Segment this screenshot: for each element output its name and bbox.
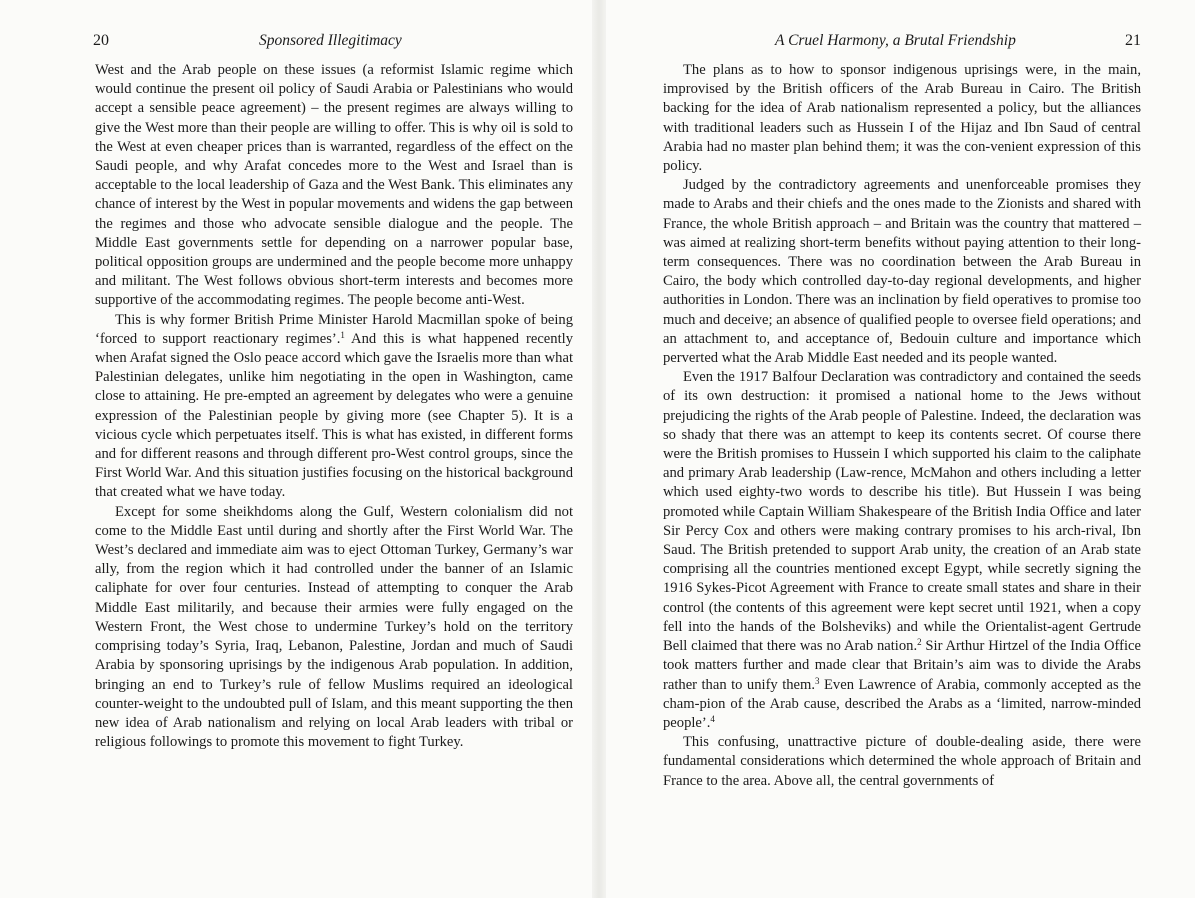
right-page	[663, 30, 1141, 791]
left-page	[95, 30, 573, 752]
right-paragraph-4: This confusing, unattractive picture of double-dealing aside, there were fundamental considerations which determined the whole approach of Britain and France to the area. Above all, the central governments of	[663, 734, 1141, 789]
right-page-body	[663, 61, 1141, 791]
footnote-ref-2: 2	[917, 637, 922, 648]
footnote-ref-1: 1	[340, 329, 345, 340]
left-paragraph-2: This is why former British Prime Minister Harold Macmillan spoke of being ‘forced to support reactionary regimes’.$^1$ And this is what happened recently when Arafat signed the Oslo peace accord which gave the Israelis more than what Palestinian delegates, unlike him negotiating in the open in Washington, came close to attaining. He pre-empted an agreement by delegates who were a genuine expression of the Palestinian people by giving more (see Chapter 5). It is a vicious cycle which perpetuates itself. This is what has existed, in different forms and for different reasons and through different pro-West control groups, since the First World War. And this situation justifies focusing on the historical background that created what we have today.	[95, 311, 573, 501]
left-paragraph-1: West and the Arab people on these issues (a reformist Islamic regime which would continue the present oil policy of Saudi Arabia or Palestinians who would accept a sensible peace agreement) – the present regimes are always willing to give the West more than their people are willing to offer. This is why oil is sold to the West at even cheaper prices than is warranted, regardless of the effect on the Saudi people, and why Arafat concedes more to the West and Israel than is acceptable to the local leadership of Gaza and the West Bank. This eliminates any chance of interest by the West in popular movements and widens the gap between the regimes and those who advocate sensible dialogue and the people. The Middle East governments settle for depending on a narrower popular base, political opposition groups are undermined and the people become more unhappy and militant. The West follows obvious short-term interests and becomes more supportive of the accommodating regimes. The people become anti-West.	[95, 62, 573, 309]
footnote-ref-3: 3	[815, 675, 820, 686]
right-running-head	[663, 30, 1141, 52]
book-gutter	[592, 0, 606, 898]
right-page-number: 21	[1125, 32, 1141, 49]
right-paragraph-1: The plans as to how to sponsor indigenous uprisings were, in the main, improvised by the British officers of the Arab Bureau in Cairo. The British backing for the idea of Arab nationalism represented a policy, but the alliances with traditional leaders such as Hussein I of the Hijaz and Ibn Saud of central Arabia had no master plan behind them; it was the con-venient expression of this policy.	[663, 62, 1141, 175]
left-page-body	[95, 61, 573, 752]
left-paragraph-3: Except for some sheikhdoms along the Gulf, Western colonialism did not come to the Middle East until during and shortly after the First World War. The West’s declared and immediate aim was to eject Ottoman Turkey, Germany’s war ally, from the region which it had controlled under the banner of an Islamic caliphate for over four centuries. Instead of attempting to conquer the Arab Middle East militarily, and because their armies were fully engaged on the Western Front, the West chose to undermine Turkey’s hold on the territory comprising today’s Syria, Iraq, Lebanon, Palestine, Jordan and much of Saudi Arabia by sponsoring uprisings by the indigenous Arab population. In addition, bringing an end to Turkey’s rule of fellow Muslims required an ideological counter-weight to the undoubted pull of Islam, and this meant supporting the then new idea of Arab nationalism and relying on local Arab leaders with tribal or religious followings to promote this movement to fight Turkey.	[95, 503, 573, 751]
left-page-number: 20	[93, 32, 109, 49]
left-running-head-title: Sponsored Illegitimacy	[259, 32, 402, 49]
right-paragraph-2: Judged by the contradictory agreements and unenforceable promises they made to Arabs and their chiefs and the ones made to the Zionists and shared with France, the whole British approach – and Britain was the country that mattered – was aimed at realizing short-term benefits without paying attention to their long-term consequences. There was no coordination between the Arab Bureau in Cairo, the body which controlled day-to-day regional developments, and higher authorities in London. There was an inclination by field operatives to promise too much and deceive; an absence of qualified people to oversee field operations; and an attachment to, and acceptance of, Bedouin culture and importance which perverted what the Arab Middle East needed and its people wanted.	[663, 177, 1141, 367]
right-running-head-title: A Cruel Harmony, a Brutal Friendship	[775, 32, 1016, 49]
footnote-ref-4: 4	[710, 713, 715, 724]
left-running-head	[95, 30, 573, 52]
right-paragraph-3: Even the 1917 Balfour Declaration was contradictory and contained the seeds of its own destruction: it promised a national home to the Jews without prejudicing the rights of the Arab people of Palestine. Indeed, the declaration was so shady that there was an attempt to keep its contents secret. Of course there were the British promises to Hussein I which supported his claim to the caliphate and primary Arab leadership (Law-rence, McMahon and others including a letter which used eighty-two words to describe his title). But Hussein I was being promoted while Captain William Shakespeare of the British India Office and later Sir Percy Cox and others were making contrary promises to his arch-rival, Ibn Saud. The British pretended to support Arab unity, the creation of an Arab state comprising all the countries mentioned except Egypt, while secretly signing the 1916 Sykes-Picot Agreement with France to create small states and share in their control (the contents of this agreement were kept secret until 1921, when a copy fell into the hands of the Bolsheviks) and while the Orientalist-agent Gertrude Bell claimed that there was no Arab nation.$^2$ Sir Arthur Hirtzel of the India Office took matters further and made clear that Britain’s aim was to divide the Arabs rather than to unify them.$^3$ Even Lawrence of Arabia, commonly accepted as the cham-pion of the Arab cause, described the Arabs as a ‘limited, narrow-minded people’.$^4$	[663, 369, 1142, 731]
